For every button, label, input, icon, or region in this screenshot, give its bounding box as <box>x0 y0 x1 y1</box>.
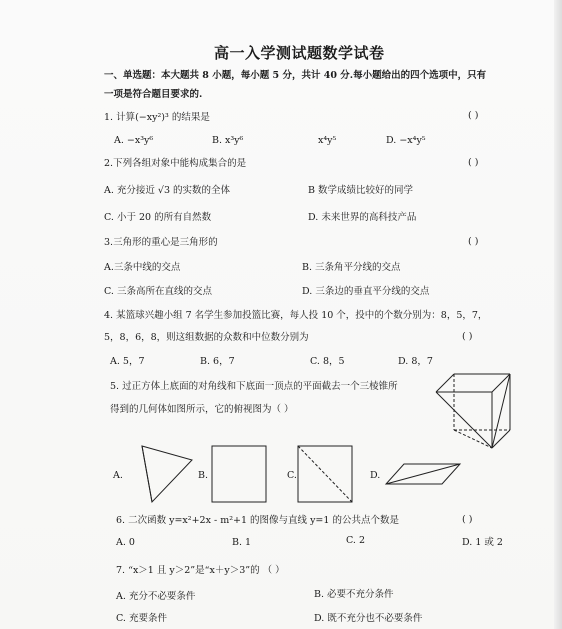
q2-answer-paren: ( ) <box>468 157 479 168</box>
q2-stem: 2.下列各组对象中能构成集合的是 <box>104 158 247 169</box>
q1-option-a: A. −x³y⁶ <box>114 135 154 146</box>
q5-stem-line1: 5. 过正方体上底面的对角线和下底面一顶点的平面截去一个三棱锥所 <box>110 381 398 392</box>
q3-option-c: C. 三条高所在直线的交点 <box>104 286 212 297</box>
q5-option-b-figure <box>210 444 270 504</box>
q3-answer-paren: ( ) <box>468 236 479 247</box>
q7-option-d: D. 既不充分也不必要条件 <box>314 613 423 624</box>
section-instructions-line1: 一、单选题：本大题共 8 小题，每小题 5 分，共计 40 分.每小题给出的四个选项中，只有 <box>104 70 487 81</box>
q6-stem: 6. 二次函数 y=x²+2x - m²+1 的图像与直线 y=1 的公共点个数是 <box>116 515 399 526</box>
page-title: 高一入学测试题数学试卷 <box>214 44 385 62</box>
q5-option-a-label: A. <box>113 470 123 481</box>
q5-stem-line2: 得到的几何体如图所示，它的俯视图为（ ） <box>110 404 294 415</box>
page-edge <box>554 0 562 629</box>
q1-option-c: x⁴y⁵ <box>318 135 337 146</box>
q4-stem-line1: 4. 某篮球兴趣小组 7 名学生参加投篮比赛，每人投 10 个，投中的个数分别为：8，5，7， <box>104 310 488 321</box>
q5-option-d-label: D. <box>370 470 381 481</box>
q4-option-b: B. 6，7 <box>200 356 235 367</box>
q5-solid-figure <box>430 370 520 460</box>
q6-option-d: D. 1 或 2 <box>462 537 503 548</box>
q1-answer-paren: ( ) <box>468 110 479 121</box>
q7-option-b: B. 必要不充分条件 <box>314 589 394 600</box>
q3-option-b: B. 三条角平分线的交点 <box>302 262 401 273</box>
q3-stem: 3.三角形的重心是三角形的 <box>104 237 218 248</box>
q7-option-a: A. 充分不必要条件 <box>116 591 196 602</box>
q4-answer-paren: ( ) <box>462 331 473 342</box>
q5-option-d-figure <box>384 462 464 488</box>
q3-option-a: A.三条中线的交点 <box>104 262 181 273</box>
q3-option-d: D. 三条边的垂直平分线的交点 <box>302 286 430 297</box>
q1-stem: 1. 计算(−xy²)³ 的结果是 <box>104 112 210 123</box>
q5-option-c-figure <box>296 444 356 504</box>
q1-option-b: B. x³y⁶ <box>212 135 244 146</box>
q6-answer-paren: ( ) <box>462 514 473 525</box>
q2-option-a: A. 充分接近 √3 的实数的全体 <box>104 185 231 196</box>
q4-option-a: A. 5，7 <box>110 356 145 367</box>
q2-option-d: D. 未来世界的高科技产品 <box>308 212 417 223</box>
q5-option-c-label: C. <box>287 470 297 481</box>
q7-option-c: C. 充要条件 <box>116 613 167 624</box>
q5-option-a-figure <box>128 444 194 504</box>
section-instructions-line2: 一项是符合题目要求的. <box>104 89 203 100</box>
q6-option-a: A. 0 <box>116 537 135 548</box>
q4-option-c: C. 8，5 <box>310 356 345 367</box>
q1-option-d: D. −x⁴y⁵ <box>386 135 426 146</box>
q6-option-c: C. 2 <box>346 535 366 546</box>
q2-option-c: C. 小于 20 的所有自然数 <box>104 212 212 223</box>
q4-option-d: D. 8，7 <box>398 356 433 367</box>
q5-option-b-label: B. <box>198 470 209 481</box>
q7-stem: 7. “x＞1 且 y＞2”是“x＋y＞3”的 （ ） <box>116 565 285 576</box>
q6-option-b: B. 1 <box>232 537 252 548</box>
q2-option-b: B 数学成绩比较好的同学 <box>308 185 414 196</box>
q4-stem-line2: 5，8，6，8，则这组数据的众数和中位数分别为 <box>104 332 309 343</box>
